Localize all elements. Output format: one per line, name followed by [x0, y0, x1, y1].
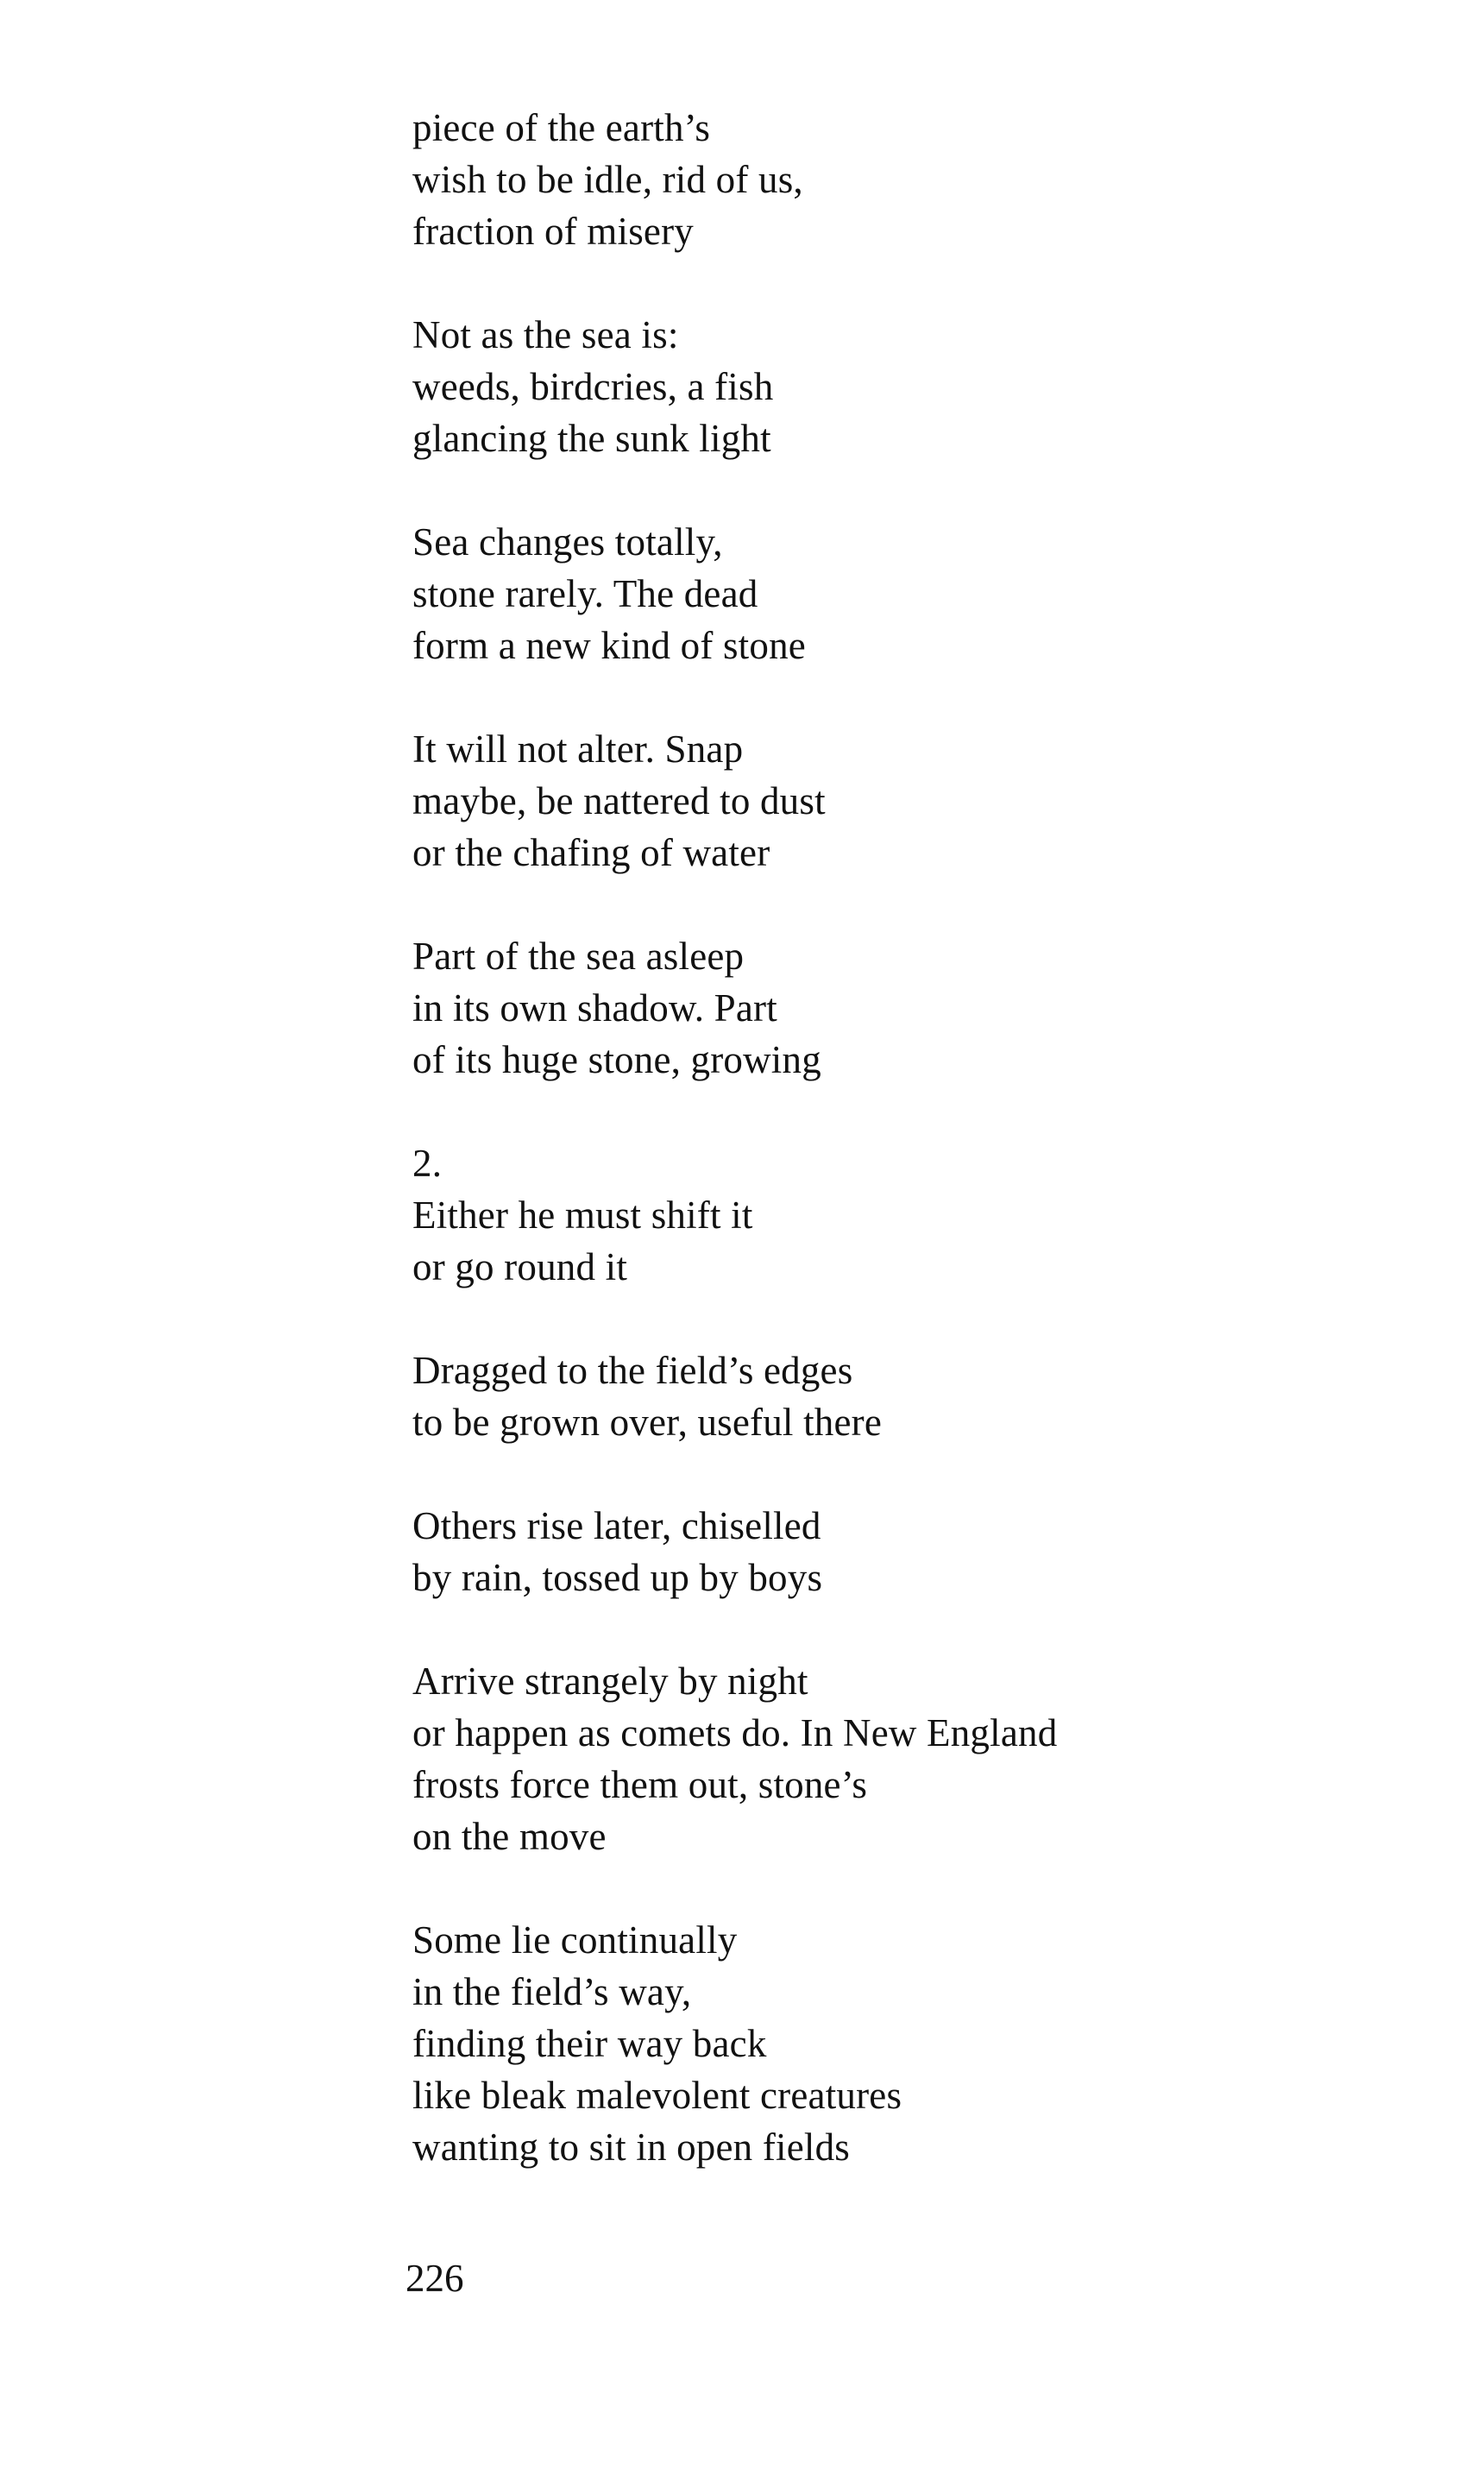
- poem-line: or the chafing of water: [412, 831, 770, 874]
- poem-line: Part of the sea asleep: [412, 935, 745, 978]
- poem-line: Dragged to the field’s edges: [412, 1349, 853, 1392]
- page-number: 226: [406, 2257, 464, 2300]
- stanza: [412, 1500, 1361, 1603]
- poem-line: of its huge stone, growing: [412, 1038, 821, 1081]
- poem-line: by rain, tossed up by boys: [412, 1556, 823, 1599]
- stanza: [412, 309, 1361, 464]
- stanza: [412, 102, 1361, 257]
- poem-line: in the field’s way,: [412, 1970, 692, 2013]
- poem-line: maybe, be nattered to dust: [412, 779, 826, 822]
- poem-line: to be grown over, useful there: [412, 1401, 883, 1444]
- poem-line: on the move: [412, 1815, 607, 1858]
- poem-line: or go round it: [412, 1245, 628, 1288]
- stanza: [412, 1345, 1361, 1448]
- stanza: [412, 1914, 1361, 2173]
- poem-line: Not as the sea is:: [412, 313, 679, 356]
- poem-line: weeds, birdcries, a fish: [412, 365, 774, 408]
- stanza: [412, 930, 1361, 1086]
- poem-line: Either he must shift it: [412, 1194, 753, 1237]
- stanza: [412, 516, 1361, 671]
- section-number: 2.: [412, 1142, 443, 1185]
- poem-line: Sea changes totally,: [412, 520, 723, 564]
- poem-line: stone rarely. The dead: [412, 572, 758, 615]
- poem-line: or happen as comets do. In New England: [412, 1711, 1058, 1754]
- poem-line: finding their way back: [412, 2022, 767, 2065]
- poem-line: glancing the sunk light: [412, 417, 771, 460]
- poem-line: form a new kind of stone: [412, 624, 806, 667]
- poem-line: Some lie continually: [412, 1918, 738, 1962]
- poem-line: wish to be idle, rid of us,: [412, 158, 803, 201]
- stanza: [412, 723, 1361, 879]
- stanza: [412, 1137, 1361, 1293]
- poem-body: [412, 102, 1361, 2173]
- poem-line: It will not alter. Snap: [412, 727, 744, 771]
- poem-line: Arrive strangely by night: [412, 1660, 808, 1703]
- poem-line: like bleak malevolent creatures: [412, 2074, 902, 2117]
- poem-line: frosts force them out, stone’s: [412, 1763, 868, 1806]
- stanza: [412, 1655, 1361, 1862]
- poem-line: fraction of misery: [412, 210, 694, 253]
- poem-line: Others rise later, chiselled: [412, 1504, 821, 1547]
- poem-line: piece of the earth’s: [412, 106, 711, 149]
- poem-line: in its own shadow. Part: [412, 986, 777, 1030]
- poem-line: wanting to sit in open fields: [412, 2126, 850, 2169]
